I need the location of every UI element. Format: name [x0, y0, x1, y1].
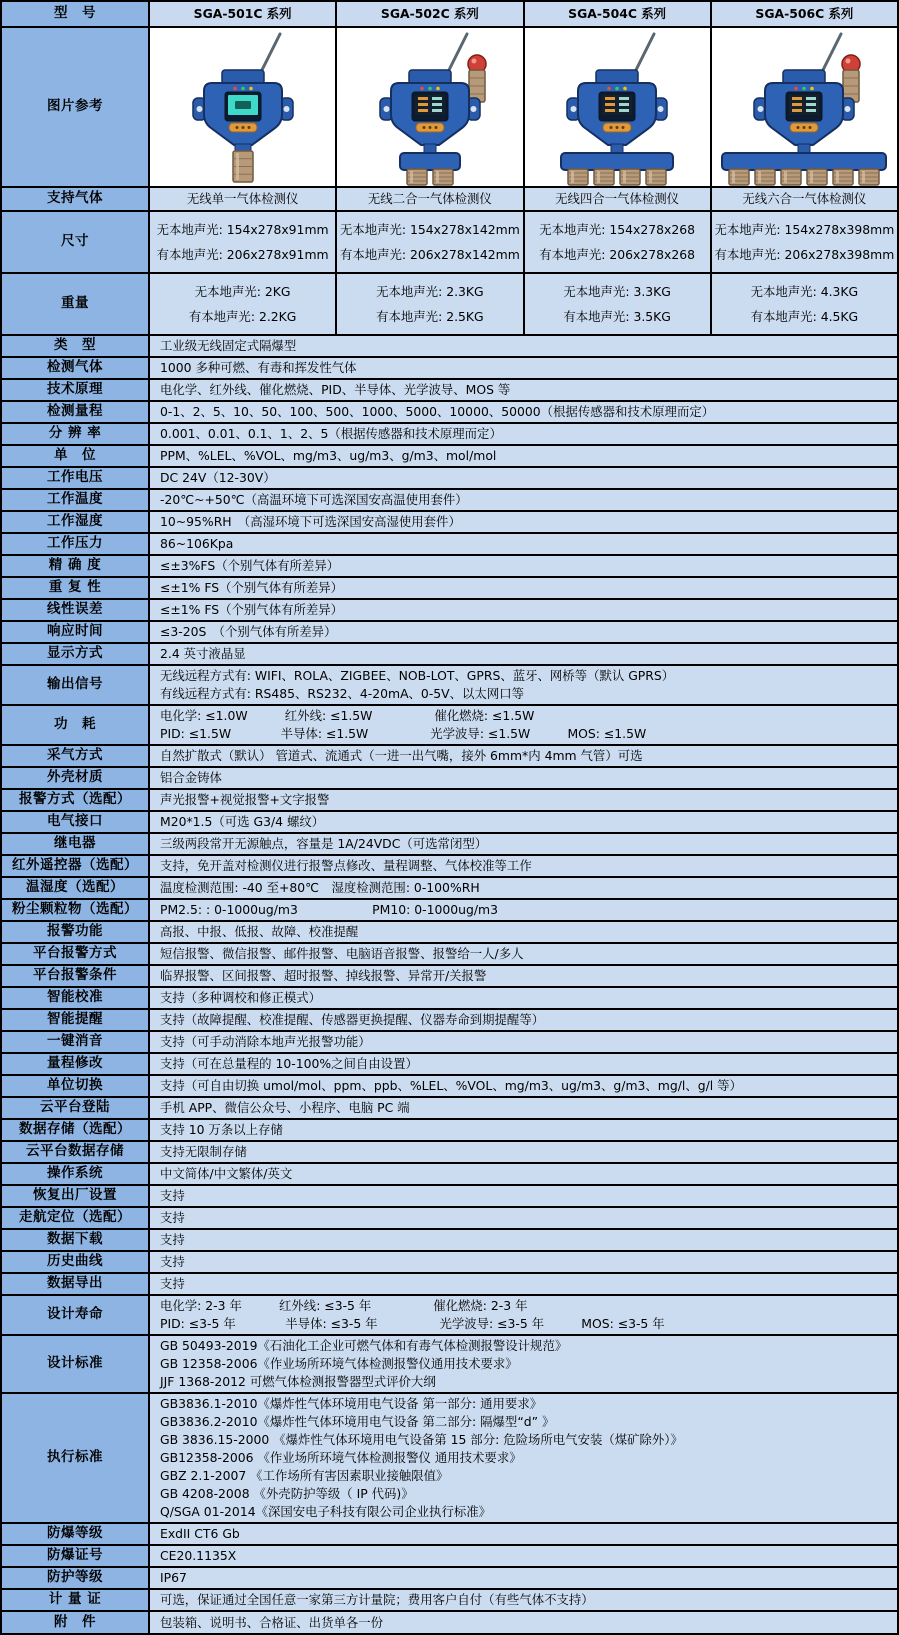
row-label: 线性误差 — [2, 600, 150, 620]
spec-cell — [712, 188, 897, 210]
row-value — [150, 1252, 897, 1272]
row-value-line: 支持 — [160, 1254, 185, 1269]
spec-row — [2, 490, 897, 512]
row-value-line: 支持无限制存储 — [160, 1144, 247, 1159]
row-value — [150, 666, 897, 704]
row-value-line: GB 50493-2019《石油化工企业可燃气体和有毒气体检测报警设计规范》 — [160, 1338, 568, 1353]
row-value-line: 支持 10 万条以上存储 — [160, 1122, 283, 1137]
row-value — [150, 1394, 897, 1522]
spec-cell-line: 有本地声光: 2.5KG — [376, 308, 484, 324]
row-value — [150, 1230, 897, 1250]
row-value — [150, 380, 897, 400]
row-label: 输出信号 — [2, 666, 150, 704]
row-value-line: 包装箱、说明书、合格证、出货单各一份 — [160, 1614, 384, 1630]
spec-row — [2, 1142, 897, 1164]
row-value-line: PID: ≤3-5 年 半导体: ≤3-5 年 光学波导: ≤3-5 年 MOS: ≤3-5 年 — [160, 1316, 665, 1331]
row-value-line: 支持 — [160, 1210, 185, 1225]
row-value — [150, 1010, 897, 1030]
row-label: 防护等级 — [2, 1568, 150, 1588]
row-label: 温湿度（选配） — [2, 878, 150, 898]
row-label: 走航定位（选配） — [2, 1208, 150, 1228]
spec-row — [2, 1098, 897, 1120]
row-value-line: 无线远程方式有: WIFI、ROLA、ZIGBEE、NOB-LOT、GPRS、蓝牙、网桥等（默认 GPRS） — [160, 668, 675, 683]
row-value — [150, 358, 897, 378]
row-value-line: Q/SGA 01-2014《深国安电子科技有限公司企业执行标准》 — [160, 1504, 492, 1519]
spec-row — [2, 1076, 897, 1098]
spec-row — [2, 556, 897, 578]
row-label: 粉尘颗粒物（选配） — [2, 900, 150, 920]
row-value-line: 手机 APP、微信公众号、小程序、电脑 PC 端 — [160, 1100, 410, 1115]
spec-row — [2, 966, 897, 988]
row-value-line: JJF 1368-2012 可燃气体检测报警器型式评价大纲 — [160, 1374, 436, 1389]
spec-row — [2, 424, 897, 446]
device-image-sga-502c — [338, 28, 522, 186]
device-image-sga-501c — [151, 28, 335, 186]
spec-cell-line: 有本地声光: 206x278x142mm — [339, 246, 520, 262]
row-label: 继电器 — [2, 834, 150, 854]
row-value — [150, 1142, 897, 1162]
row-label: 历史曲线 — [2, 1252, 150, 1272]
spec-row — [2, 446, 897, 468]
spec-row — [2, 790, 897, 812]
row-value — [150, 1524, 897, 1544]
spec-row — [2, 1612, 897, 1633]
row-label: 执行标准 — [2, 1394, 150, 1522]
row-value-line: 中文简体/中文繁体/英文 — [160, 1166, 293, 1181]
device-image-sga-506c — [712, 28, 896, 186]
model-name-text: SGA-502C 系列 — [380, 6, 479, 21]
row-label: 尺寸 — [2, 212, 150, 272]
row-value-line: 短信报警、微信报警、邮件报警、电脑语音报警、报警给一人/多人 — [160, 946, 524, 961]
spec-cell-line: 有本地声光: 206x278x91mm — [156, 246, 329, 262]
row-value — [150, 812, 897, 832]
row-value-line: 电化学、红外线、催化燃烧、PID、半导体、光学波导、MOS 等 — [160, 382, 511, 397]
row-label: 设计寿命 — [2, 1296, 150, 1334]
row-value — [150, 1164, 897, 1184]
model-name-text: SGA-504C 系列 — [568, 6, 667, 21]
row-label: 响应时间 — [2, 622, 150, 642]
spec-row — [2, 402, 897, 424]
spec-row — [2, 1054, 897, 1076]
spec-row — [2, 746, 897, 768]
row-label: 云平台登陆 — [2, 1098, 150, 1118]
row-value — [150, 856, 897, 876]
spec-row — [2, 900, 897, 922]
row-value — [150, 468, 897, 488]
row-value-line: GBZ 2.1-2007 《工作场所有害因素职业接触限值》 — [160, 1468, 449, 1483]
row-label: 显示方式 — [2, 644, 150, 664]
row-label: 单 位 — [2, 446, 150, 466]
row-value — [150, 1098, 897, 1118]
row-value-line: 自然扩散式（默认） 管道式、流通式（一进一出气嘴，接外 6mm*内 4mm 气管）可选 — [160, 748, 643, 763]
row-value-line: GB 12358-2006《作业场所环境气体检测报警仪通用技术要求》 — [160, 1356, 518, 1371]
row-value-line: 0-1、2、5、10、50、100、500、1000、5000、10000、50000（根据传感器和技术原理而定） — [160, 404, 715, 419]
row-value — [150, 622, 897, 642]
spec-row-gas — [2, 188, 897, 212]
row-value — [150, 512, 897, 532]
spec-cell-line: 有本地声光: 2.2KG — [188, 308, 297, 324]
spec-cell — [525, 212, 712, 272]
spec-cell-line: 无线单一气体检测仪 — [186, 191, 299, 206]
spec-row — [2, 336, 897, 358]
row-value — [150, 644, 897, 664]
row-value-line: 支持（多种调校和修正模式） — [160, 990, 322, 1005]
row-value-line: GB 4208-2008 《外壳防护等级（ IP 代码)》 — [160, 1486, 414, 1501]
spec-row — [2, 1230, 897, 1252]
spec-row — [2, 380, 897, 402]
device-image-cell — [525, 28, 712, 186]
spec-row — [2, 1186, 897, 1208]
row-value-line: 有线远程方式有: RS485、RS232、4-20mA、0-5V、以太网口等 — [160, 686, 524, 701]
row-label: 工作压力 — [2, 534, 150, 554]
row-label-model: 型 号 — [2, 2, 150, 26]
row-label: 报警方式（选配） — [2, 790, 150, 810]
row-label: 设计标准 — [2, 1336, 150, 1392]
row-label: 量程修改 — [2, 1054, 150, 1074]
row-label: 平台报警方式 — [2, 944, 150, 964]
device-image-cell — [712, 28, 897, 186]
row-label: 附 件 — [2, 1612, 150, 1633]
spec-cell-line: 有本地声光: 206x278x398mm — [714, 246, 895, 262]
row-value — [150, 1612, 897, 1633]
row-value-line: GB3836.1-2010《爆炸性气体环境用电气设备 第一部分: 通用要求》 — [160, 1396, 543, 1411]
row-value — [150, 944, 897, 964]
row-value — [150, 578, 897, 598]
spec-cell — [337, 274, 524, 334]
row-value — [150, 922, 897, 942]
row-value-line: 铝合金铸体 — [160, 770, 222, 785]
spec-cell — [150, 212, 337, 272]
row-value-line: 电化学: ≤1.0W 红外线: ≤1.5W 催化燃烧: ≤1.5W — [160, 708, 535, 723]
row-value — [150, 336, 897, 356]
spec-row — [2, 922, 897, 944]
spec-row — [2, 1568, 897, 1590]
row-value — [150, 424, 897, 444]
model-name-text: SGA-506C 系列 — [755, 6, 854, 21]
row-value-line: ≤±3%FS（个别气体有所差异） — [160, 558, 340, 573]
row-label-image: 图片参考 — [2, 28, 150, 186]
device-image-sga-504c — [525, 28, 709, 186]
row-label: 采气方式 — [2, 746, 150, 766]
row-value-line: GB3836.2-2010《爆炸性气体环境用电气设备 第二部分: 隔爆型“d” 》 — [160, 1414, 555, 1429]
row-value-line: ≤±1% FS（个别气体有所差异） — [160, 580, 344, 595]
row-value-line: 高报、中报、低报、故障、校准提醒 — [160, 924, 359, 939]
row-label: 电气接口 — [2, 812, 150, 832]
spec-cell — [150, 188, 337, 210]
spec-cell — [525, 188, 712, 210]
row-value-line: GB12358-2006 《作业场所环境气体检测报警仪 通用技术要求》 — [160, 1450, 522, 1465]
row-value — [150, 1274, 897, 1294]
row-value — [150, 878, 897, 898]
spec-row — [2, 988, 897, 1010]
row-label: 云平台数据存储 — [2, 1142, 150, 1162]
row-label: 检测气体 — [2, 358, 150, 378]
spec-row — [2, 1208, 897, 1230]
spec-cell-line: 无本地声光: 154x278x268 — [539, 221, 695, 237]
device-image-cell — [337, 28, 524, 186]
row-label: 防爆证号 — [2, 1546, 150, 1566]
spec-cell — [712, 212, 897, 272]
row-value — [150, 834, 897, 854]
spec-cell-line: 无本地声光: 154x278x398mm — [714, 221, 895, 237]
spec-row — [2, 644, 897, 666]
spec-cell-line: 无本地声光: 154x278x91mm — [156, 221, 329, 237]
spec-row — [2, 1336, 897, 1394]
row-label: 重 复 性 — [2, 578, 150, 598]
row-value-line: 支持，免开盖对检测仪进行报警点修改、量程调整、气体校准等工作 — [160, 858, 532, 873]
row-value-line: CE20.1135X — [160, 1548, 237, 1563]
row-value-line: 支持（故障提醒、校准提醒、传感器更换提醒、仪器寿命到期提醒等） — [160, 1012, 545, 1027]
row-value — [150, 600, 897, 620]
device-image-cell — [150, 28, 337, 186]
spec-cell-line: 有本地声光: 206x278x268 — [539, 246, 695, 262]
row-value-line: 三级两段常开无源触点，容量是 1A/24VDC（可选常闭型） — [160, 836, 488, 851]
row-value — [150, 768, 897, 788]
row-label: 单位切换 — [2, 1076, 150, 1096]
row-value-line: ≤±1% FS（个别气体有所差异） — [160, 602, 344, 617]
spec-row — [2, 768, 897, 790]
row-value-line: 临界报警、区间报警、超时报警、掉线报警、异常开/关报警 — [160, 968, 487, 983]
row-value-line: 温度检测范围: -40 至+80℃ 湿度检测范围: 0-100%RH — [160, 880, 480, 895]
row-label: 一键消音 — [2, 1032, 150, 1052]
row-value — [150, 1186, 897, 1206]
row-value-line: 支持（可在总量程的 10-100%之间自由设置） — [160, 1056, 418, 1071]
row-value — [150, 1076, 897, 1096]
spec-cell-line: 无线四合一气体检测仪 — [555, 191, 680, 206]
row-label: 智能提醒 — [2, 1010, 150, 1030]
row-label: 数据导出 — [2, 1274, 150, 1294]
spec-row — [2, 1546, 897, 1568]
row-label: 红外遥控器（选配） — [2, 856, 150, 876]
row-label: 工作温度 — [2, 490, 150, 510]
row-value-line: -20℃~+50℃（高温环境下可选深国安高温使用套件） — [160, 492, 468, 507]
row-value — [150, 1590, 897, 1610]
row-value-line: 支持 — [160, 1276, 185, 1291]
row-label: 防爆等级 — [2, 1524, 150, 1544]
row-label: 技术原理 — [2, 380, 150, 400]
row-value-line: M20*1.5（可选 G3/4 螺纹） — [160, 814, 325, 829]
row-label: 计 量 证 — [2, 1590, 150, 1610]
row-value-line: 86~106Kpa — [160, 536, 234, 551]
spec-row-dim — [2, 212, 897, 274]
spec-cell-line: 无本地声光: 2KG — [194, 283, 291, 299]
model-name-text: SGA-501C 系列 — [193, 6, 292, 21]
row-value — [150, 402, 897, 422]
row-value-line: DC 24V（12-30V） — [160, 470, 276, 485]
row-label: 支持气体 — [2, 188, 150, 210]
spec-row — [2, 1524, 897, 1546]
row-value — [150, 1546, 897, 1566]
spec-cell — [712, 274, 897, 334]
row-value — [150, 988, 897, 1008]
spec-cell-line: 无线六合一气体检测仪 — [742, 191, 867, 206]
model-header-row — [2, 2, 897, 28]
row-label: 工作湿度 — [2, 512, 150, 532]
spec-cell-line: 无本地声光: 154x278x142mm — [339, 221, 520, 237]
row-label: 精 确 度 — [2, 556, 150, 576]
row-label: 工作电压 — [2, 468, 150, 488]
row-value-line: PM2.5: : 0-1000ug/m3 PM10: 0-1000ug/m3 — [160, 902, 498, 917]
row-value — [150, 1120, 897, 1140]
row-value-line: ExdII CT6 Gb — [160, 1526, 240, 1541]
spec-row — [2, 600, 897, 622]
row-value-line: 工业级无线固定式隔爆型 — [160, 338, 297, 353]
spec-cell-line: 无本地声光: 3.3KG — [563, 283, 671, 299]
spec-cell — [337, 188, 524, 210]
spec-row — [2, 512, 897, 534]
row-label: 数据下载 — [2, 1230, 150, 1250]
row-value-line: 支持（可手动消除本地声光报警功能） — [160, 1034, 371, 1049]
spec-row — [2, 468, 897, 490]
spec-row — [2, 358, 897, 380]
row-value — [150, 966, 897, 986]
spec-row — [2, 878, 897, 900]
row-value — [150, 1296, 897, 1334]
row-label: 类 型 — [2, 336, 150, 356]
row-value — [150, 1032, 897, 1052]
row-label: 重量 — [2, 274, 150, 334]
row-value-line: IP67 — [160, 1570, 187, 1585]
spec-row — [2, 1032, 897, 1054]
spec-row — [2, 1296, 897, 1336]
row-value — [150, 1568, 897, 1588]
spec-row — [2, 1590, 897, 1612]
row-value — [150, 534, 897, 554]
row-value-line: 可选，保证通过全国任意一家第三方计量院；费用客户自付（有些气体不支持） — [160, 1592, 594, 1607]
row-value-line: PID: ≤1.5W 半导体: ≤1.5W 光学波导: ≤1.5W MOS: ≤1.5W — [160, 726, 647, 741]
row-value-line: 1000 多种可燃、有毒和挥发性气体 — [160, 360, 357, 375]
spec-row — [2, 856, 897, 878]
row-label: 恢复出厂设置 — [2, 1186, 150, 1206]
spec-row — [2, 622, 897, 644]
image-reference-row — [2, 28, 897, 188]
spec-row — [2, 1120, 897, 1142]
row-value-line: ≤3-20S （个别气体有所差异） — [160, 624, 337, 639]
spec-row — [2, 706, 897, 746]
spec-cell-line: 无本地声光: 2.3KG — [376, 283, 484, 299]
spec-row — [2, 666, 897, 706]
spec-cell — [150, 274, 337, 334]
spec-row — [2, 812, 897, 834]
row-value — [150, 490, 897, 510]
row-label: 智能校准 — [2, 988, 150, 1008]
row-value-line: 2.4 英寸液晶显 — [160, 646, 246, 661]
model-name-1 — [150, 2, 337, 26]
spec-cell — [525, 274, 712, 334]
spec-row — [2, 834, 897, 856]
row-value-line: 10~95%RH （高湿环境下可选深国安高湿使用套件） — [160, 514, 461, 529]
spec-row — [2, 1010, 897, 1032]
spec-cell-line: 有本地声光: 4.5KG — [750, 308, 859, 324]
row-value-line: 0.001、0.01、0.1、1、2、5（根据传感器和技术原理而定） — [160, 426, 502, 441]
row-value — [150, 706, 897, 744]
row-label: 外壳材质 — [2, 768, 150, 788]
spec-cell — [337, 212, 524, 272]
row-value — [150, 746, 897, 766]
row-value — [150, 790, 897, 810]
spec-row — [2, 944, 897, 966]
row-value-line: 电化学: 2-3 年 红外线: ≤3-5 年 催化燃烧: 2-3 年 — [160, 1298, 528, 1313]
row-label: 功 耗 — [2, 706, 150, 744]
row-label: 平台报警条件 — [2, 966, 150, 986]
spec-cell-line: 有本地声光: 3.5KG — [563, 308, 671, 324]
row-value-line: GB 3836.15-2000 《爆炸性气体环境用电气设备第 15 部分: 危险场所电气安装（煤矿除外）》 — [160, 1432, 683, 1447]
spec-cell-line: 无本地声光: 4.3KG — [750, 283, 859, 299]
row-label: 数据存储（选配） — [2, 1120, 150, 1140]
spec-row — [2, 1164, 897, 1186]
spec-row — [2, 1394, 897, 1524]
row-value-line: 声光报警+视觉报警+文字报警 — [160, 792, 330, 807]
row-value-line: PPM、%LEL、%VOL、mg/m3、ug/m3、g/m3、mol/mol — [160, 448, 497, 463]
spec-row-weight — [2, 274, 897, 336]
row-value-line: 支持 — [160, 1232, 185, 1247]
spec-row — [2, 534, 897, 556]
row-label: 检测量程 — [2, 402, 150, 422]
spec-cell-line: 无线二合一气体检测仪 — [367, 191, 492, 206]
model-name-3 — [525, 2, 712, 26]
row-value — [150, 446, 897, 466]
row-value — [150, 1054, 897, 1074]
row-value — [150, 1336, 897, 1392]
model-name-2 — [337, 2, 524, 26]
row-value-line: 支持 — [160, 1188, 185, 1203]
spec-row — [2, 1274, 897, 1296]
row-value — [150, 900, 897, 920]
row-value — [150, 556, 897, 576]
row-label: 操作系统 — [2, 1164, 150, 1184]
row-value-line: 支持（可自由切换 umol/mol、ppm、ppb、%LEL、%VOL、mg/m3、ug/m3、g/m3、mg/l、g/l 等） — [160, 1078, 742, 1093]
model-name-4 — [712, 2, 897, 26]
row-label: 报警功能 — [2, 922, 150, 942]
spec-row — [2, 1252, 897, 1274]
spec-row — [2, 578, 897, 600]
row-label: 分 辨 率 — [2, 424, 150, 444]
row-value — [150, 1208, 897, 1228]
